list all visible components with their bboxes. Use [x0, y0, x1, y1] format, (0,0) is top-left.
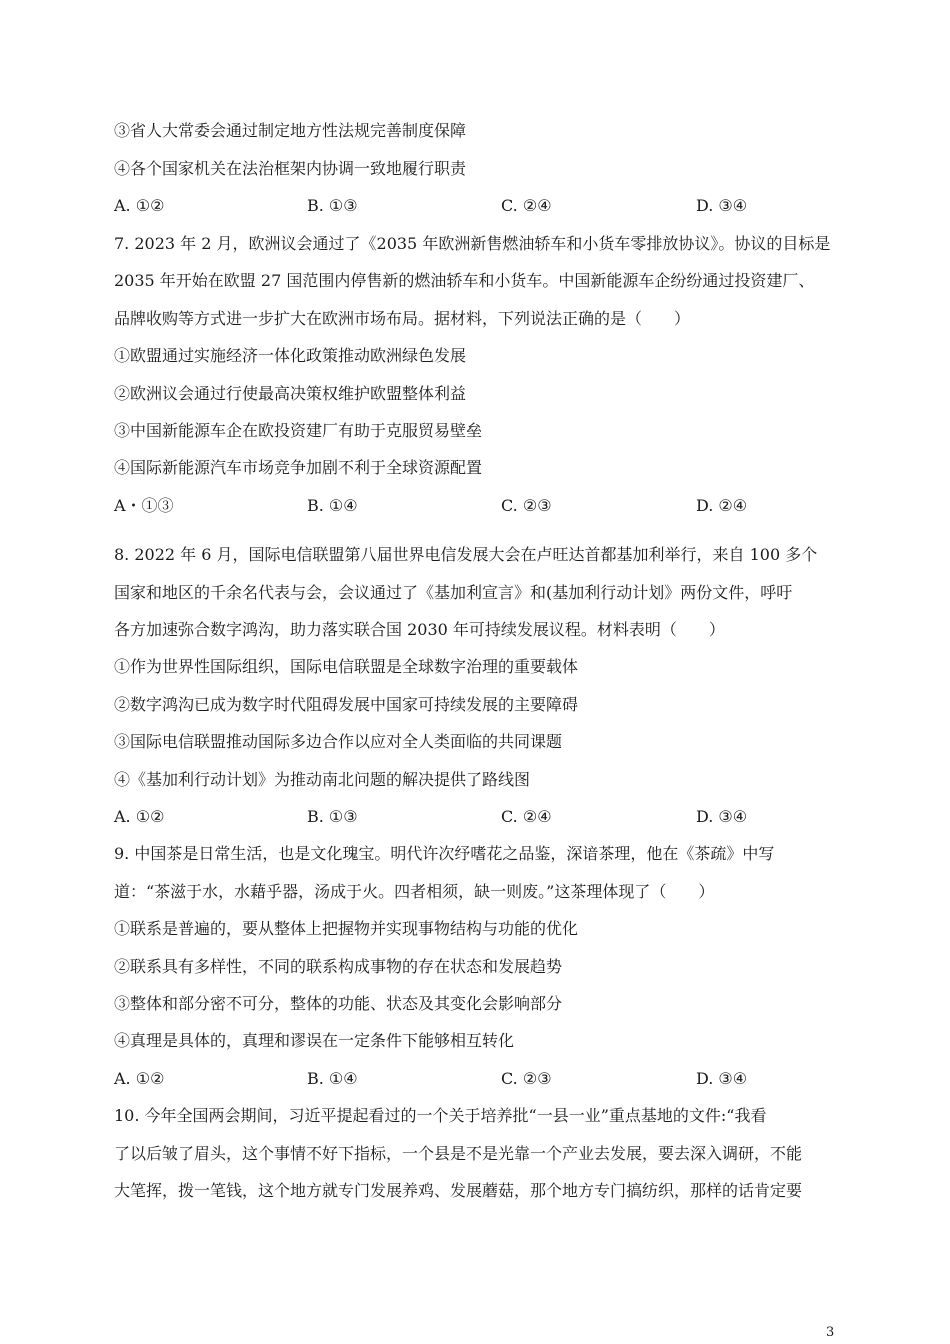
- q7-stem-line-1: 7. 2023 年 2 月，欧洲议会通过了《2035 年欧洲新售燃油轿车和小货车零排放协议》。协议的目标是: [114, 234, 831, 253]
- q6-option-c: C. ②④: [501, 196, 552, 215]
- page-number: 3: [826, 1325, 835, 1340]
- q10-stem-line-1: 10. 今年全国两会期间，习近平提起看过的一个关于培养批“一县一业”重点基地的文件:“我看: [114, 1106, 767, 1125]
- q8-item-4: ④《基加利行动计划》为推动南北问题的解决提供了路线图: [114, 770, 531, 789]
- q6-item-3: ③省人大常委会通过制定地方性法规完善制度保障: [114, 121, 467, 140]
- q8-stem-line-1: 8. 2022 年 6 月，国际电信联盟第八届世界电信发展大会在卢旺达首都基加利举行，来自 100 多个: [114, 545, 818, 564]
- q7-stem-line-2: 2035 年开始在欧盟 27 国范围内停售新的燃油轿车和小货车。中国新能源车企纷纷通过投资建厂、: [114, 271, 815, 290]
- q9-option-a: A. ①②: [114, 1069, 165, 1088]
- q10-stem-line-3: 大笔挥，拨一笔钱，这个地方就专门发展养鸡、发展蘑菇，那个地方专门搞纺织，那样的话肯定要: [114, 1181, 803, 1200]
- q8-stem-line-2: 国家和地区的千余名代表与会，会议通过了《基加利宣言》和(基加利行动计划》两份文件，呼吁: [114, 583, 793, 602]
- q8-item-3: ③国际电信联盟推动国际多边合作以应对全人类面临的共同课题: [114, 732, 563, 751]
- q8-item-1: ①作为世界性国际组织，国际电信联盟是全球数字治理的重要载体: [114, 657, 579, 676]
- q8-option-c: C. ②④: [501, 807, 552, 826]
- q9-item-3: ③整体和部分密不可分，整体的功能、状态及其变化会影响部分: [114, 994, 563, 1013]
- q9-option-c: C. ②③: [501, 1069, 552, 1088]
- q7-options: [114, 495, 844, 517]
- q9-options: [114, 1068, 844, 1090]
- q8-option-a: A. ①②: [114, 807, 165, 826]
- q7-item-2: ②欧洲议会通过行使最高决策权维护欧盟整体利益: [114, 384, 467, 403]
- q6-option-b: B. ①③: [307, 196, 358, 215]
- q7-option-c: C. ②③: [501, 496, 552, 515]
- q9-option-b: B. ①④: [307, 1069, 358, 1088]
- q8-options: [114, 806, 844, 828]
- q9-item-1: ①联系是普遍的，要从整体上把握物并实现事物结构与功能的优化: [114, 919, 579, 938]
- q9-stem-line-2: 道：“茶滋于水，水藉乎器，汤成于火。四者相须，缺一则废。”这茶理体现了（ ）: [114, 882, 715, 901]
- q6-option-d: D. ③④: [696, 196, 748, 215]
- q7-item-4: ④国际新能源汽车市场竞争加剧不利于全球资源配置: [114, 458, 483, 477]
- q7-option-b: B. ①④: [307, 496, 358, 515]
- q7-item-3: ③中国新能源车企在欧投资建厂有助于克服贸易壁垒: [114, 421, 483, 440]
- q7-option-d: D. ②④: [696, 496, 748, 515]
- q9-option-d: D. ③④: [696, 1069, 748, 1088]
- q8-stem-line-3: 各方加速弥合数字鸿沟，助力落实联合国 2030 年可持续发展议程。材料表明（ ）: [114, 620, 725, 639]
- q6-option-a: A. ①②: [114, 196, 165, 215]
- q8-option-d: D. ③④: [696, 807, 748, 826]
- q6-item-4: ④各个国家机关在法治框架内协调一致地履行职责: [114, 159, 467, 178]
- q7-item-1: ①欧盟通过实施经济一体化政策推动欧洲绿色发展: [114, 346, 467, 365]
- q8-item-2: ②数字鸿沟已成为数字时代阻碍发展中国家可持续发展的主要障碍: [114, 695, 579, 714]
- q7-stem-line-3: 品牌收购等方式进一步扩大在欧洲市场布局。据材料，下列说法正确的是（ ）: [114, 309, 691, 328]
- q6-options: [114, 195, 844, 217]
- q9-item-2: ②联系具有多样性，不同的联系构成事物的存在状态和发展趋势: [114, 957, 563, 976]
- q8-option-b: B. ①③: [307, 807, 358, 826]
- q10-stem-line-2: 了以后皱了眉头，这个事情不好下指标，一个县是不是光靠一个产业去发展，要去深入调研，不能: [114, 1144, 803, 1163]
- q7-option-a: A・①③: [114, 496, 174, 515]
- q9-item-4: ④真理是具体的，真理和谬误在一定条件下能够相互转化: [114, 1031, 515, 1050]
- q9-stem-line-1: 9. 中国茶是日常生活，也是文化瑰宝。明代许次纾嗜花之品鉴，深谙茶理，他在《茶疏》中写: [114, 844, 775, 863]
